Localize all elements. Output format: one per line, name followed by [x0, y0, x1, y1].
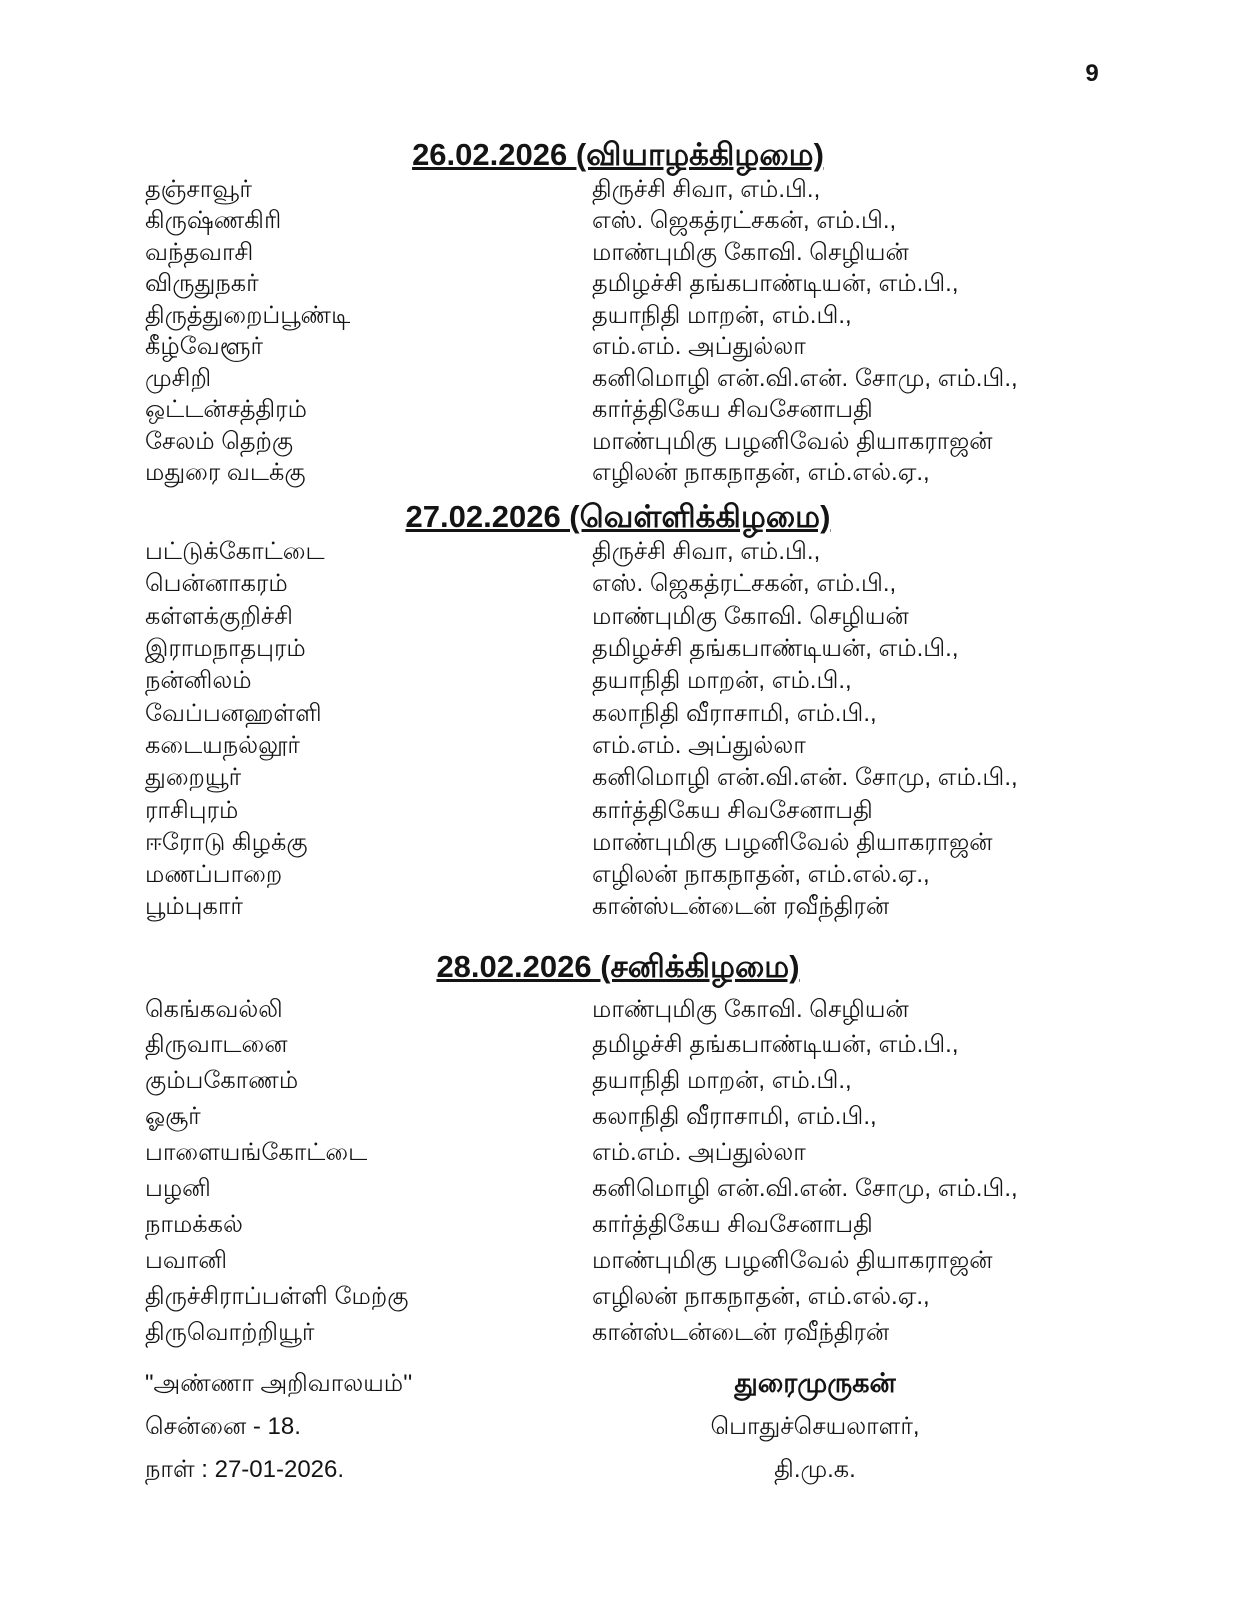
section-heading: 26.02.2026 (வியாழக்கிழமை)	[412, 137, 824, 172]
speaker-name: திருச்சி சிவா, எம்.பி.,	[592, 175, 821, 203]
speaker-name: மாண்புமிகு கோவி. செழியன்	[592, 602, 909, 630]
constituency-name: ஈரோடு கிழக்கு	[145, 828, 308, 856]
section-rows	[145, 537, 1091, 925]
speaker-name: கான்ஸ்டன்டைன் ரவீந்திரன்	[592, 893, 890, 921]
constituency-name: முசிறி	[145, 364, 212, 392]
speaker-name: எம்.எம். அப்துல்லா	[592, 333, 806, 361]
constituency-name: பென்னாகரம்	[145, 570, 288, 598]
constituency-name: பூம்புகார்	[145, 893, 243, 921]
schedule-row	[145, 892, 1091, 924]
constituency-name: நாமக்கல்	[145, 1210, 243, 1238]
schedule-row	[145, 301, 1091, 333]
speaker-name: தமிழச்சி தங்கபாண்டியன், எம்.பி.,	[592, 635, 959, 663]
schedule-row	[145, 1208, 1091, 1244]
schedule-row	[145, 207, 1091, 239]
speaker-name: திருச்சி சிவா, எம்.பி.,	[592, 538, 821, 566]
constituency-name: பாளையங்கோட்டை	[145, 1139, 368, 1167]
schedule-row	[145, 238, 1091, 270]
schedule-row	[145, 1064, 1091, 1100]
speaker-name: தயாநிதி மாறன், எம்.பி.,	[592, 301, 852, 329]
schedule-row	[145, 333, 1091, 365]
schedule-row	[145, 731, 1091, 763]
schedule-row	[145, 828, 1091, 860]
schedule-row	[145, 364, 1091, 396]
footer-address-block	[145, 1362, 412, 1491]
speaker-name: எழிலன் நாகநாதன், எம்.எல்.ஏ.,	[592, 1282, 930, 1310]
constituency-name: கிருஷ்ணகிரி	[145, 207, 282, 235]
section-heading: 28.02.2026 (சனிக்கிழமை)	[436, 948, 800, 984]
schedule-row	[145, 537, 1091, 569]
speaker-name: மாண்புமிகு கோவி. செழியன்	[592, 238, 909, 266]
constituency-name: கள்ளக்குறிச்சி	[145, 602, 293, 630]
constituency-name: ஓசூர்	[145, 1103, 201, 1131]
schedule-row	[145, 634, 1091, 666]
schedule-row	[145, 1136, 1091, 1172]
constituency-name: சேலம் தெற்கு	[145, 427, 294, 455]
speaker-name: தமிழச்சி தங்கபாண்டியன், எம்.பி.,	[592, 270, 959, 298]
speaker-name: கனிமொழி என்.வி.என். சோமு, எம்.பி.,	[592, 364, 1018, 392]
schedule-row	[145, 1028, 1091, 1064]
section-heading: 27.02.2026 (வெள்ளிக்கிழமை)	[405, 499, 831, 534]
schedule-row	[145, 602, 1091, 634]
constituency-name: பட்டுக்கோட்டை	[145, 538, 325, 566]
schedule-row	[145, 427, 1091, 459]
speaker-name: எஸ். ஜெகத்ரட்சகன், எம்.பி.,	[592, 570, 897, 598]
footer-date: நாள் : 27-01-2026.	[145, 1456, 345, 1483]
constituency-name: திருச்சிராப்பள்ளி மேற்கு	[145, 1282, 409, 1310]
constituency-name: கீழ்வேளூர்	[145, 333, 264, 361]
speaker-name: தயாநிதி மாறன், எம்.பி.,	[592, 667, 852, 695]
schedule-row	[145, 270, 1091, 302]
speaker-name: தமிழச்சி தங்கபாண்டியன், எம்.பி.,	[592, 1031, 959, 1059]
schedule-row	[145, 795, 1091, 827]
signatory-party: தி.மு.க.	[774, 1456, 856, 1483]
constituency-name: வந்தவாசி	[145, 238, 254, 266]
constituency-name: திருவொற்றியூர்	[145, 1318, 315, 1346]
schedule-row	[145, 698, 1091, 730]
section-rows	[145, 993, 1091, 1352]
schedule-row	[145, 459, 1091, 491]
speaker-name: மாண்புமிகு பழனிவேல் தியாகராஜன்	[592, 427, 993, 455]
speaker-name: எம்.எம். அப்துல்லா	[592, 1139, 806, 1167]
speaker-name: எழிலன் நாகநாதன், எம்.எல்.ஏ.,	[592, 459, 930, 487]
schedule-row	[145, 860, 1091, 892]
constituency-name: மணப்பாறை	[145, 861, 283, 889]
section-rows	[145, 175, 1091, 490]
speaker-name: மாண்புமிகு கோவி. செழியன்	[592, 995, 909, 1023]
schedule-row	[145, 1316, 1091, 1352]
date-section	[145, 947, 1091, 1352]
schedule-row	[145, 1244, 1091, 1280]
signatory-name: துரைமுருகன்	[734, 1368, 896, 1398]
constituency-name: விருதுநகர்	[145, 270, 259, 298]
constituency-name: பவானி	[145, 1246, 228, 1274]
schedule-row	[145, 1280, 1091, 1316]
speaker-name: எஸ். ஜெகத்ரட்சகன், எம்.பி.,	[592, 207, 897, 235]
constituency-name: ஒட்டன்சத்திரம்	[145, 396, 307, 424]
constituency-name: இராமநாதபுரம்	[145, 635, 306, 663]
speaker-name: கனிமொழி என்.வி.என். சோமு, எம்.பி.,	[592, 1174, 1018, 1202]
constituency-name: கடையநல்லூர்	[145, 731, 300, 759]
date-section	[145, 497, 1091, 925]
schedule-row	[145, 396, 1091, 428]
date-section	[145, 135, 1091, 490]
speaker-name: மாண்புமிகு பழனிவேல் தியாகராஜன்	[592, 1246, 993, 1274]
constituency-name: மதுரை வடக்கு	[145, 459, 306, 487]
speaker-name: கலாநிதி வீராசாமி, எம்.பி.,	[592, 1103, 877, 1131]
constituency-name: ராசிபுரம்	[145, 796, 239, 824]
speaker-name: தயாநிதி மாறன், எம்.பி.,	[592, 1067, 852, 1095]
schedule-row	[145, 993, 1091, 1029]
constituency-name: பழனி	[145, 1174, 211, 1202]
constituency-name: திருத்துறைப்பூண்டி	[145, 301, 351, 329]
schedule-row	[145, 1172, 1091, 1208]
speaker-name: எழிலன் நாகநாதன், எம்.எல்.ஏ.,	[592, 861, 930, 889]
speaker-name: கார்த்திகேய சிவசேனாபதி	[592, 396, 873, 424]
speaker-name: கார்த்திகேய சிவசேனாபதி	[592, 796, 873, 824]
constituency-name: துறையூர்	[145, 764, 242, 792]
speaker-name: மாண்புமிகு பழனிவேல் தியாகராஜன்	[592, 828, 993, 856]
constituency-name: திருவாடனை	[145, 1031, 288, 1059]
schedule-sections	[145, 135, 1091, 1351]
footer-signature-block	[640, 1362, 990, 1491]
constituency-name: தஞ்சாவூர்	[145, 175, 252, 203]
footer-office-name: "அண்ணா அறிவாலயம்''	[145, 1370, 413, 1397]
speaker-name: எம்.எம். அப்துல்லா	[592, 731, 806, 759]
speaker-name: கனிமொழி என்.வி.என். சோமு, எம்.பி.,	[592, 764, 1018, 792]
constituency-name: கும்பகோணம்	[145, 1067, 299, 1095]
footer-city: சென்னை - 18.	[145, 1413, 301, 1440]
constituency-name: நன்னிலம்	[145, 667, 252, 695]
schedule-row	[145, 763, 1091, 795]
schedule-row	[145, 175, 1091, 207]
speaker-name: கலாநிதி வீராசாமி, எம்.பி.,	[592, 699, 877, 727]
schedule-row	[145, 1100, 1091, 1136]
schedule-row	[145, 569, 1091, 601]
speaker-name: கான்ஸ்டன்டைன் ரவீந்திரன்	[592, 1318, 890, 1346]
constituency-name: வேப்பனஹள்ளி	[145, 699, 322, 727]
schedule-row	[145, 666, 1091, 698]
speaker-name: கார்த்திகேய சிவசேனாபதி	[592, 1210, 873, 1238]
signatory-title: பொதுச்செயலாளர்,	[710, 1413, 920, 1440]
page-number: 9	[1085, 60, 1099, 87]
constituency-name: கெங்கவல்லி	[145, 995, 283, 1023]
